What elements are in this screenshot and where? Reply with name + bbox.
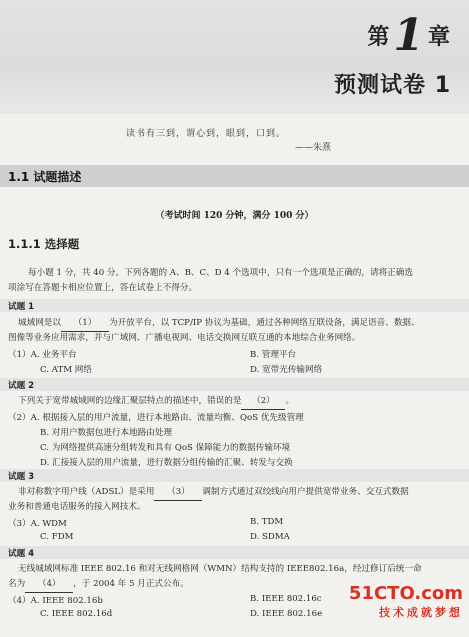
question-bar — [0, 469, 469, 482]
chapter-title: 预测试卷 1 — [334, 73, 451, 98]
question-bar — [0, 299, 469, 312]
option-c: C. IEEE 802.16d — [40, 609, 113, 619]
question-text-part: 城域网是以 — [18, 318, 61, 328]
option-d: D. IEEE 802.16e — [250, 609, 323, 619]
question-text: 图像等业务应用需求，并与广域网、广播电视网、电话交换网互联互通的本地综合业务网络。 — [8, 333, 361, 343]
exam-info: （考试时间 120 分钟，满分 100 分） — [155, 211, 314, 221]
watermark-logo — [349, 583, 463, 620]
option-a: （1）A. 业务平台 — [8, 350, 77, 360]
question-text — [18, 316, 420, 332]
option-b: B. 管理平台 — [250, 350, 297, 360]
question-text — [18, 485, 409, 501]
option-d: D. SDMA — [250, 532, 290, 542]
watermark-brand: 51CTO.com — [348, 583, 463, 604]
option-a: （3）A. WDM — [8, 519, 67, 529]
question-label: 试题 2 — [8, 381, 35, 391]
option-c: C. 为网络提供高速分组转发和具有 QoS 保障能力的数据传输环境 — [40, 443, 291, 453]
option-d: D. 汇接接入层的用户流量，进行数据分组传输的汇聚、转发与交换 — [40, 458, 293, 468]
question-text-part: 非对称数字用户线（ADSL）是采用 — [18, 487, 155, 497]
chapter-header — [0, 0, 469, 114]
option-d: D. 宽带光传输网络 — [250, 365, 323, 375]
question-text — [8, 577, 189, 593]
question-text-part: ，于 2004 年 5 月正式公布。 — [73, 579, 189, 589]
option-c: C. FDM — [40, 532, 74, 542]
answer-blank: （3） — [154, 485, 202, 501]
question-text-part: 下列关于宽带城域网的边缘汇聚层特点的描述中，错误的是 — [18, 396, 242, 406]
subsection-title: 1.1.1 选择题 — [8, 237, 80, 251]
epigraph-source: ——朱熹 — [295, 143, 332, 153]
chapter-suffix: 章 — [427, 25, 451, 50]
option-c: C. ATM 网络 — [40, 365, 92, 375]
option-a: （4）A. IEEE 802.16b — [8, 596, 103, 606]
answer-blank: （2） — [241, 394, 285, 410]
question-label: 试题 1 — [8, 302, 35, 312]
chapter-label — [367, 10, 451, 61]
chapter-prefix: 第 — [367, 25, 391, 50]
option-a: （2）A. 根据接入层的用户流量，进行本地路由、流量均衡、QoS 优先级管理 — [8, 413, 304, 423]
option-b: B. TDM — [250, 517, 284, 527]
answer-blank: （4） — [25, 577, 73, 593]
question-text: 业务和普通电话服务的接入网技术。 — [8, 502, 146, 512]
question-text-part: 。 — [285, 396, 295, 406]
section-heading-bar — [0, 165, 469, 187]
question-text: 无线城域网标准 IEEE 802.16 和对无线网格网（WMN）结构支持的 IEEE802.16a，经过修订后统一命 — [18, 564, 422, 574]
question-text-part: 为开放平台，以 TCP/IP 协议为基础，通过各种网络互联设备，满足语音、数据、 — [108, 318, 420, 328]
question-label: 试题 3 — [8, 472, 35, 482]
section-title: 1.1 试题描述 — [8, 170, 82, 184]
option-b: B. IEEE 802.16c — [250, 594, 322, 604]
question-text-part: 名为 — [8, 579, 26, 589]
epigraph: 读书有三到，谓心到，眼到，口到。 — [126, 129, 287, 139]
question-bar — [0, 546, 469, 559]
question-bar — [0, 378, 469, 391]
option-b: B. 对用户数据包进行本地路由处理 — [40, 428, 173, 438]
chapter-number: 1 — [393, 10, 425, 61]
question-label: 试题 4 — [8, 549, 35, 559]
instructions-line-2: 项涂写在答题卡相应位置上，答在试卷上不得分。 — [8, 283, 198, 293]
answer-blank: （1） — [61, 316, 109, 332]
question-text-part: 调制方式通过双绞线向用户提供宽带业务、交互式数据 — [202, 487, 409, 497]
question-text — [18, 394, 294, 410]
watermark-slogan: 技术成就梦想 — [379, 606, 463, 619]
instructions-line-1: 每小题 1 分，共 40 分。下列各题的 A、B、C、D 4 个选项中，只有一个选项是正确的，请将正确选 — [28, 268, 413, 278]
